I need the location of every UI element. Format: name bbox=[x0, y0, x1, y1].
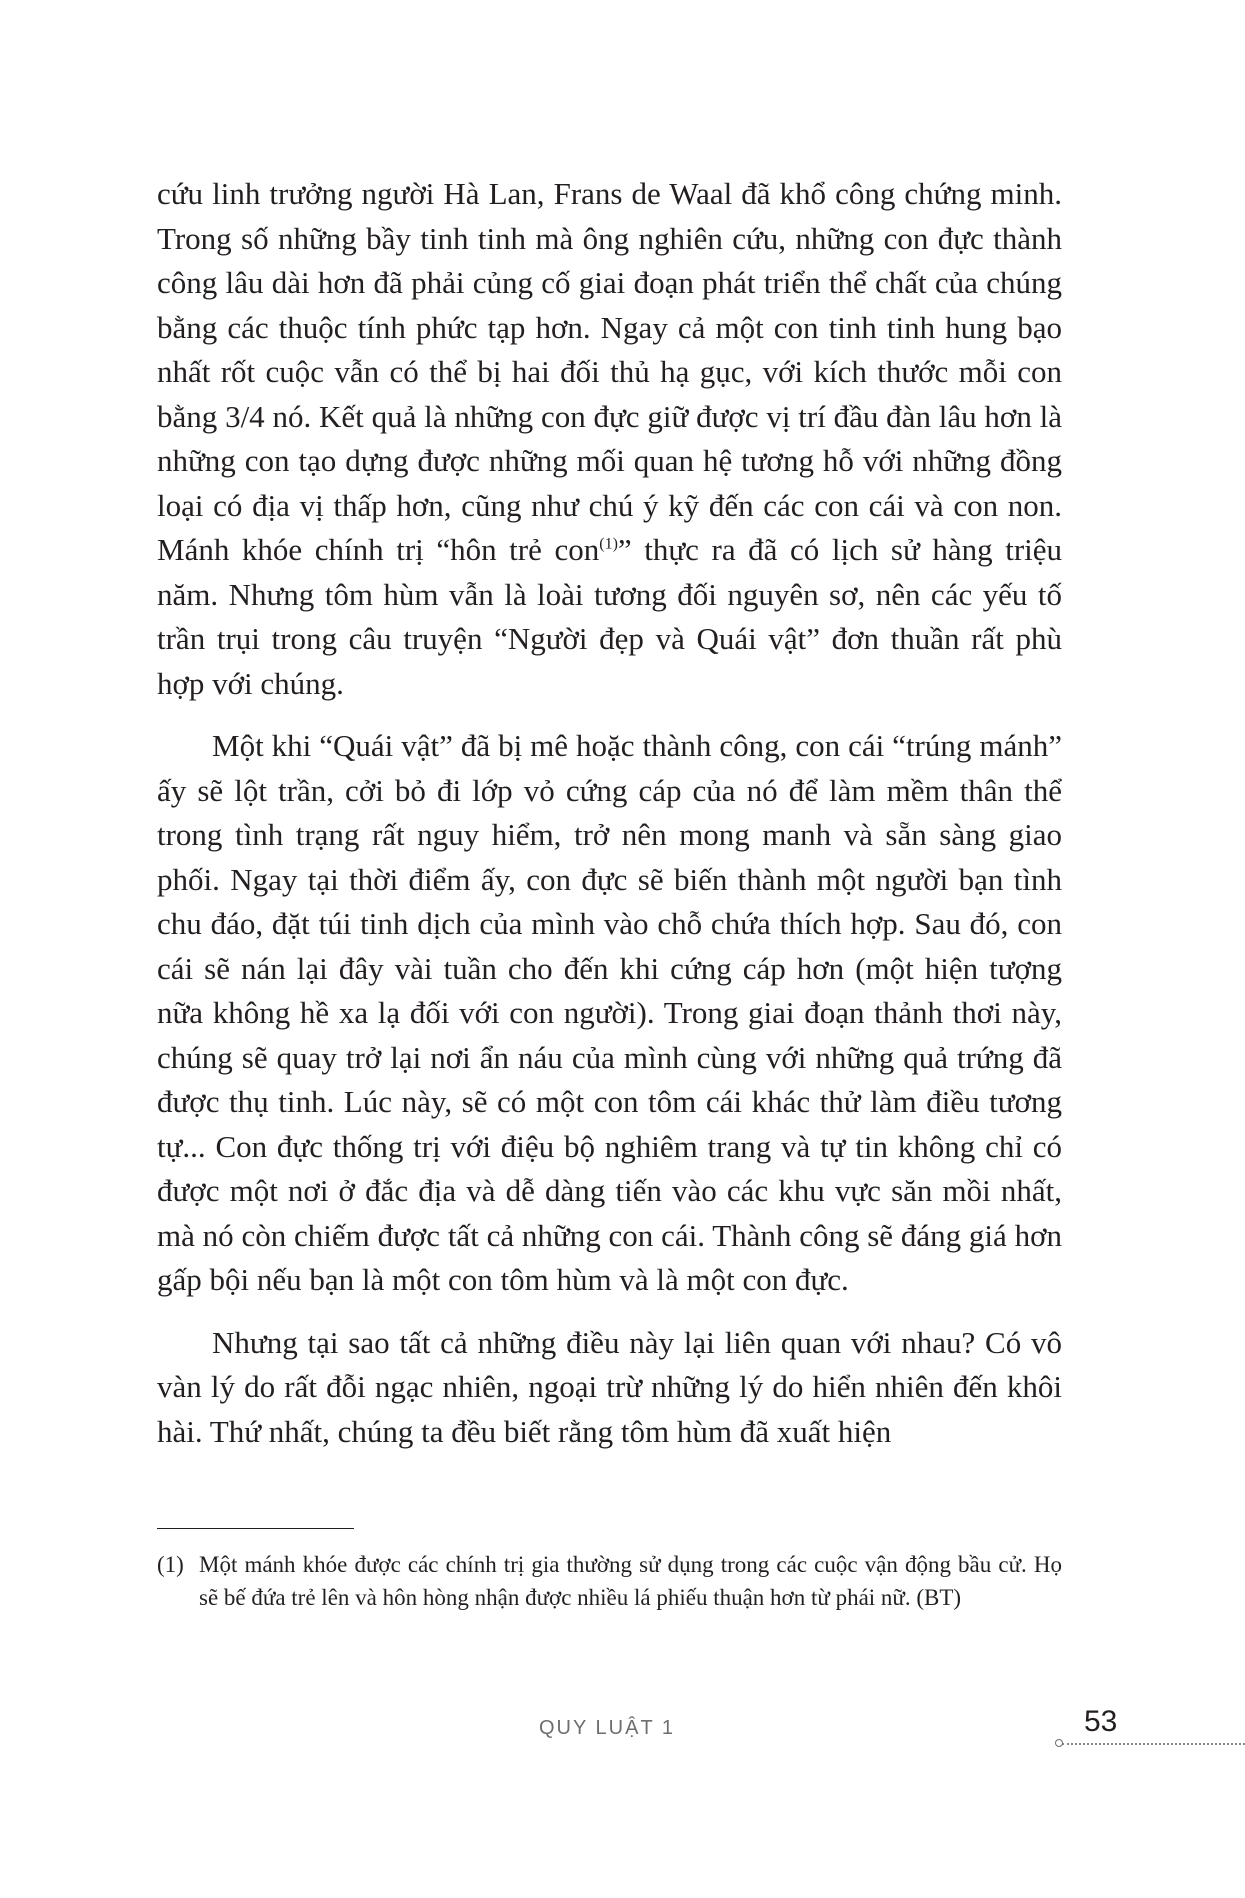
paragraph-1-text: cứu linh trưởng người Hà Lan, Frans de Waal đã khổ công chứng minh. Trong số những bầy tinh tinh mà ông nghiên cứu, những con đực thành công lâu dài hơn đã phải củng cố giai đoạn phát triển thể chất của chúng bằng các thuộc tính phức tạp hơn. Ngay cả một con tinh tinh hung bạo nhất rốt cuộc vẫn có thể bị hai đối thủ hạ gục, với kích thước mỗi con bằng 3/4 nó. Kết quả là những con đực giữ được vị trí đầu đàn lâu hơn là những con tạo dựng được những mối quan hệ tương hỗ với những đồng loại có địa vị thấp hơn, cũng như chú ý kỹ đến các con cái và con non. Mánh khóe chính trị “hôn trẻ con bbox=[157, 176, 1062, 567]
circle-ornament-icon bbox=[1055, 1739, 1063, 1747]
paragraph-2: Một khi “Quái vật” đã bị mê hoặc thành công, con cái “trúng mánh” ấy sẽ lột trần, cởi bỏ đi lớp vỏ cứng cáp của nó để làm mềm thân thể trong tình trạng rất nguy hiểm, trở nên mong manh và sẵn sàng giao phối. Ngay tại thời điểm ấy, con đực sẽ biến thành một người bạn tình chu đáo, đặt túi tinh dịch của mình vào chỗ chứa thích hợp. Sau đó, con cái sẽ nán lại đây vài tuần cho đến khi cứng cáp hơn (một hiện tượng nữa không hề xa lạ đối với con người). Trong giai đoạn thảnh thơi này, chúng sẽ quay trở lại nơi ẩn náu của mình cùng với những quả trứng đã được thụ tinh. Lúc này, sẽ có một con tôm cái khác thử làm điều tương tự... Con đực thống trị với điệu bộ nghiêm trang và tự tin không chỉ có được một nơi ở đắc địa và dễ dàng tiến vào các khu vực săn mồi nhất, mà nó còn chiếm được tất cả những con cái. Thành công sẽ đáng giá hơn gấp bội nếu bạn là một con tôm hùm và là một con đực. bbox=[157, 728, 1062, 1297]
paragraph-1 bbox=[157, 172, 1062, 706]
main-text bbox=[157, 172, 1062, 1472]
running-footer-title: QUY LUẬT 1 bbox=[539, 1717, 675, 1739]
paragraph-3: Nhưng tại sao tất cả những điều này lại liên quan với nhau? Có vô vàn lý do rất đỗi ngạc nhiên, ngoại trừ những lý do hiển nhiên đến khôi hài. Thứ nhất, chúng ta đều biết rằng tôm hùm đã xuất hiện bbox=[157, 1324, 1062, 1449]
footnote-text: Một mánh khóe được các chính trị gia thường sử dụng trong các cuộc vận động bầu cử. Họ sẽ bế đứa trẻ lên và hôn hòng nhận được nhiều lá phiếu thuận hơn từ phái nữ. (BT) bbox=[199, 1552, 1062, 1610]
page-number-dotted-rule bbox=[1062, 1743, 1245, 1745]
footnote-divider bbox=[157, 1528, 354, 1529]
footnote-marker: (1) bbox=[157, 1552, 184, 1577]
paragraph-1-text-continued: ” thực ra đã có lịch sử hàng triệu năm. Nhưng tôm hùm vẫn là loài tương đối nguyên sơ, nên các yếu tố trần trụi trong câu truyện “Người đẹp và Quái vật” đơn thuần rất phù hợp với chúng. bbox=[157, 532, 1063, 701]
footnote bbox=[157, 1548, 1062, 1614]
page-number: 53 bbox=[1084, 1705, 1118, 1738]
footnote-reference: (1) bbox=[599, 535, 618, 553]
